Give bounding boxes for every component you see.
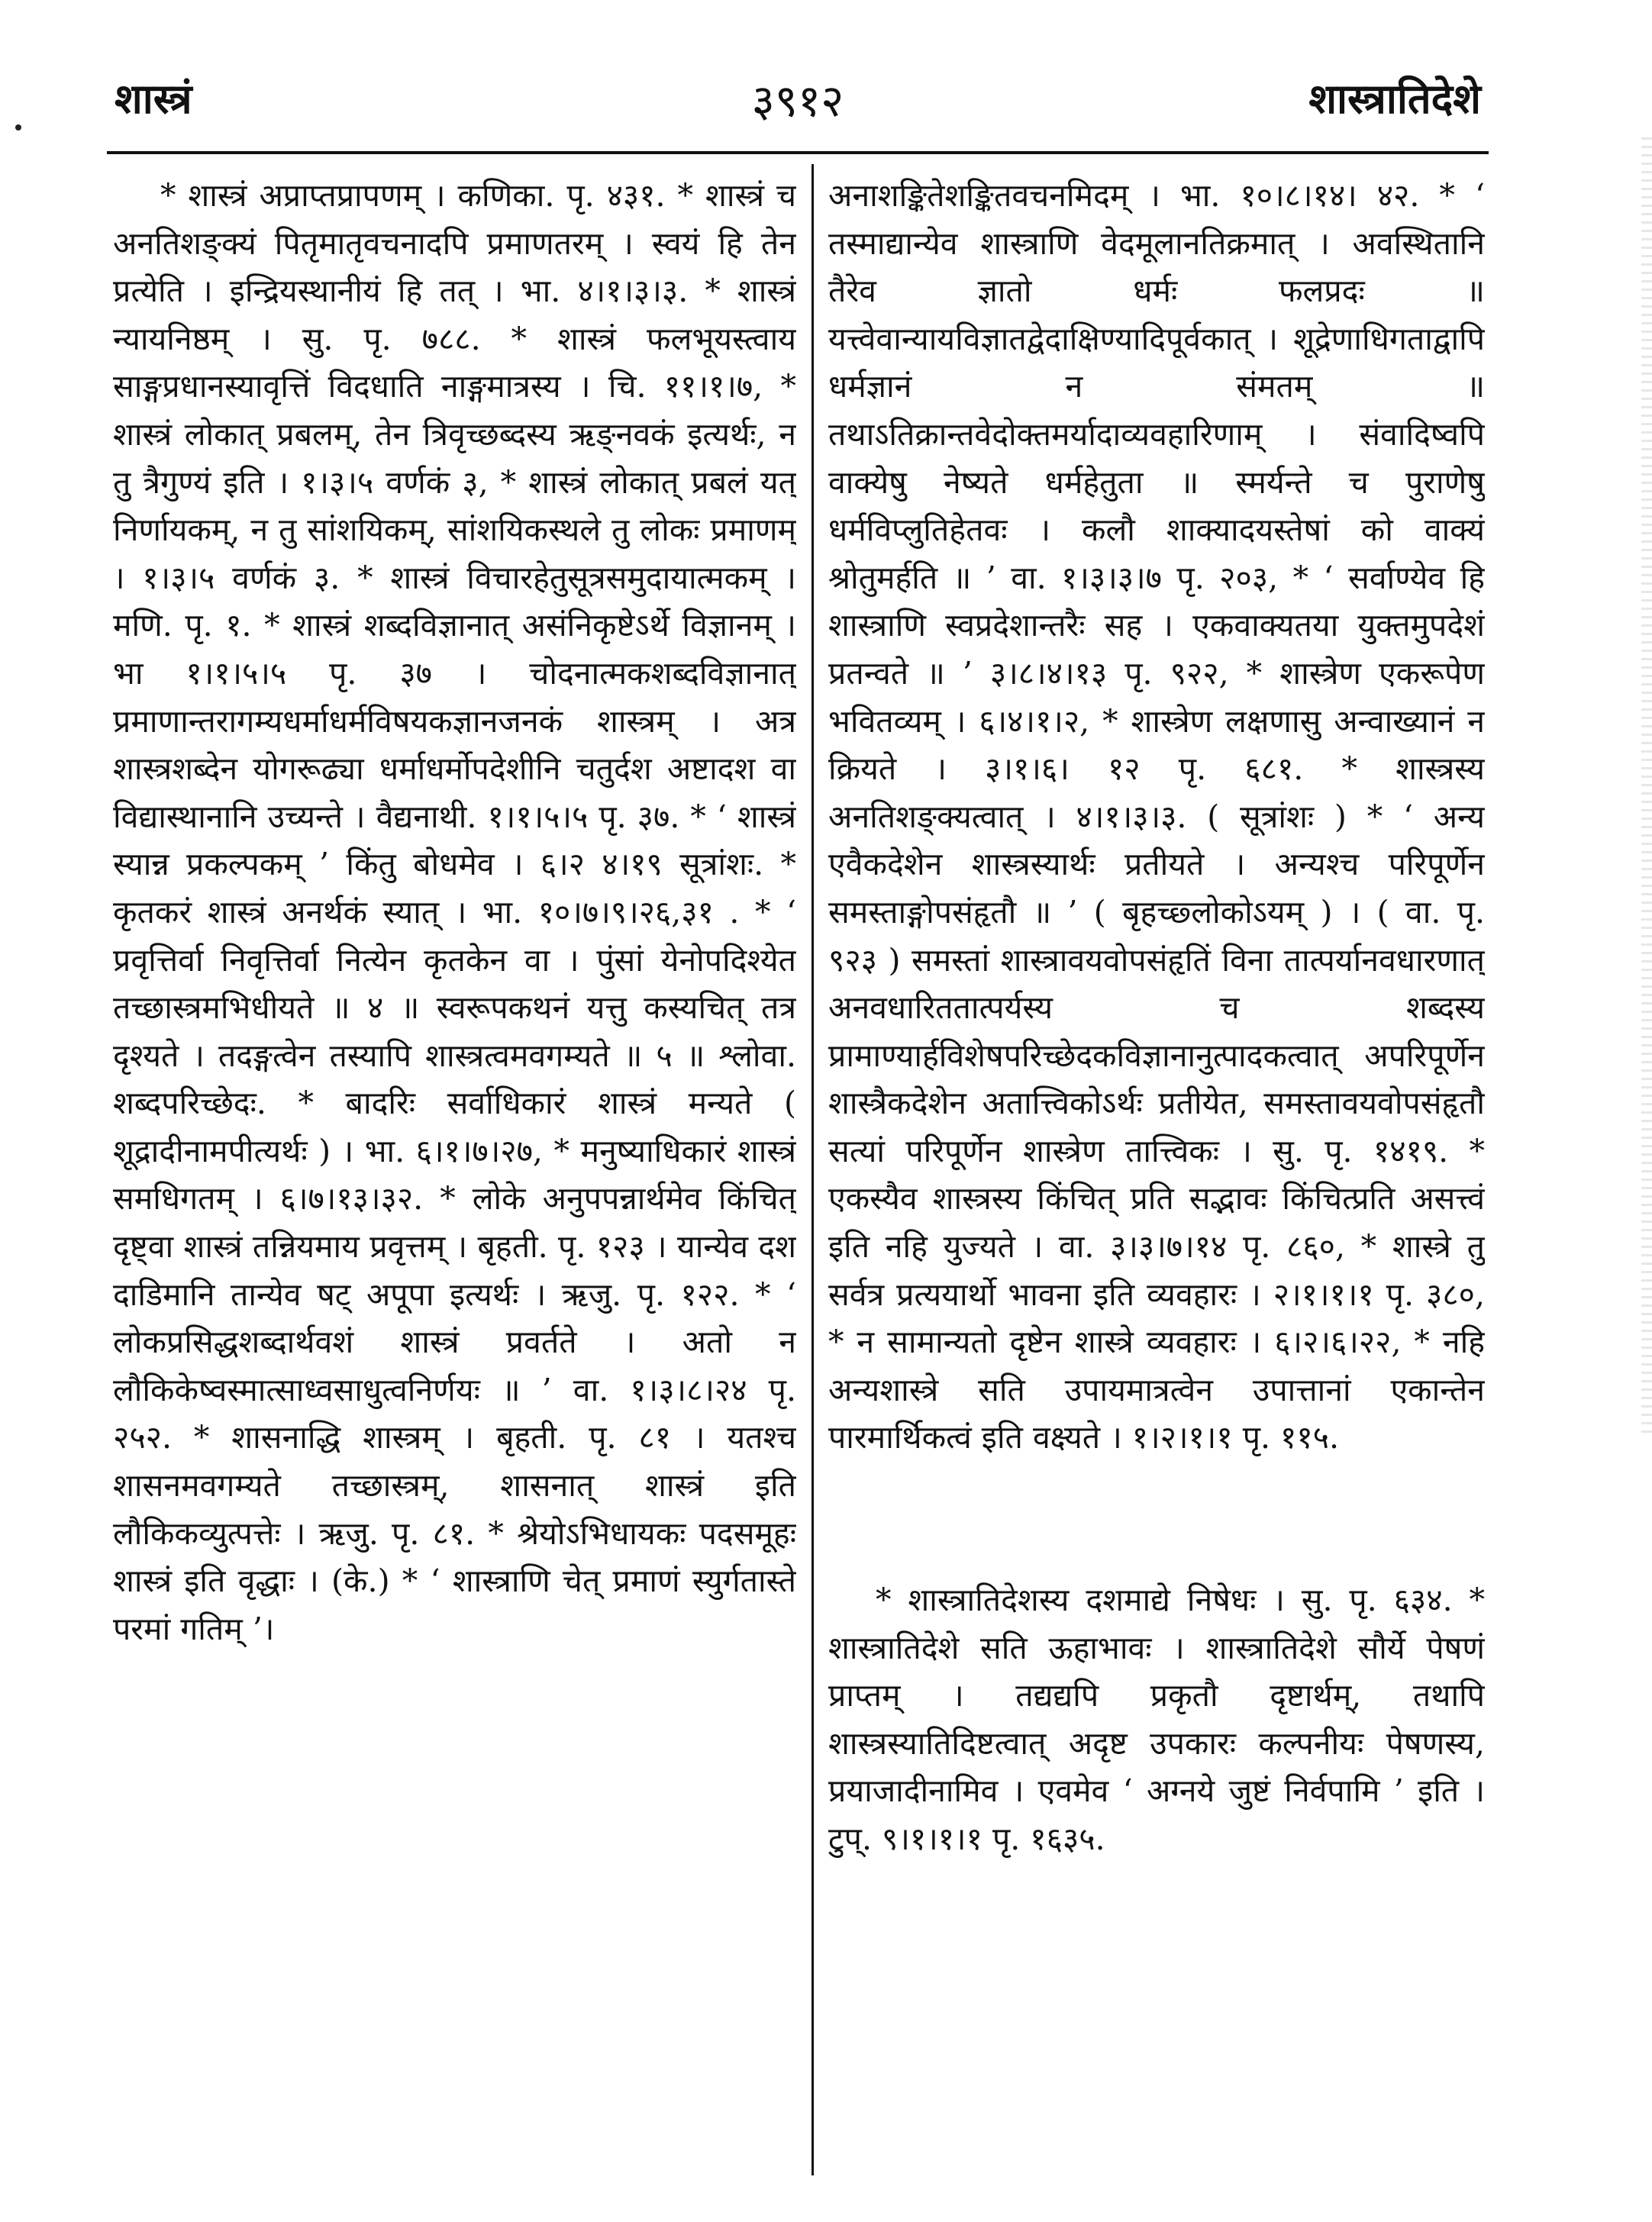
scan-edge-artifact — [1641, 137, 1652, 1435]
left-column-text: * शास्त्रं अप्राप्तप्रापणम् । कणिका. पृ. ४३१. * शास्त्रं च अनतिशङ्क्यं पितृमातृवचनादपि प्रमाणतरम् । स्वयं हि तेन प्रत्येति । इन्द्रियस्थानीयं हि तत् । भा. ४।१।३।३. * शास्त्रं न्यायनिष्ठम् । सु. पृ. ७८८. * शास्त्रं फलभूयस्त्वाय साङ्गप्रधानस्यावृत्तिं विदधाति नाङ्गमात्रस्य । चि. ११।१।७, * शास्त्रं लोकात् प्रबलम्, तेन त्रिवृच्छब्दस्य ऋङ्नवकं इत्यर्थः, न तु त्रैगुण्यं इति । १।३।५ वर्णकं ३, * शास्त्रं लोकात् प्रबलं यत् निर्णायकम्, न तु सांशयिकम्, सांशयिकस्थले तु लोकः प्रमाणम् । १।३।५ वर्णकं ३. * शास्त्रं विचारहेतुसूत्रसमुदायात्मकम् । मणि. पृ. १. * शास्त्रं शब्दविज्ञानात् असंनिकृष्टेऽर्थे विज्ञानम् । भा १।१।५।५ पृ. ३७ । चोदनात्मकशब्दविज्ञानात् प्रमाणान्तरागम्यधर्माधर्मविषयकज्ञानजनकं शास्त्रम् । अत्र शास्त्रशब्देन योगरूढ्या धर्माधर्मोपदेशीनि चतुर्दश अष्टादश वा विद्यास्थानानि उच्यन्ते । वैद्यनाथी. १।१।५।५ पृ. ३७. * ‘ शास्त्रं स्यान्न प्रकल्पकम् ’ किंतु बोधमेव । ६।२ ४।१९ सूत्रांशः. * कृतकरं शास्त्रं अनर्थकं स्यात् । भा. १०।७।९।२६,३१ . * ‘ प्रवृत्तिर्वा निवृत्तिर्वा नित्येन कृतकेन वा । पुंसां येनोपदिश्येत तच्छास्त्रमभिधीयते ॥ ४ ॥ स्वरूपकथनं यत्तु कस्यचित् तत्र दृश्यते । तदङ्गत्वेन तस्यापि शास्त्रत्वमवगम्यते ॥ ५ ॥ श्लोवा. शब्दपरिच्छेदः. * बादरिः सर्वाधिकारं शास्त्रं मन्यते ( शूद्रादीनामपीत्यर्थः ) । भा. ६।१।७।२७, * मनुष्याधिकारं शास्त्रं समधिगतम् । ६।७।१३।३२. * लोके अनुपपन्नार्थमेव किंचित् दृष्ट्वा शास्त्रं तन्नियमाय प्रवृत्तम् । बृहती. पृ. १२३ । यान्येव दश दाडिमानि तान्येव षट् अपूपा इत्यर्थः । ऋजु. पृ. १२२. * ‘ लोकप्रसिद्धशब्दार्थवशं शास्त्रं प्रवर्तते । अतो न लौकिकेष्वस्मात्साध्वसाधुत्वनिर्णयः ॥ ’ वा. १।३।८।२४ पृ. २५२. * शासनाद्धि शास्त्रम् । बृहती. पृ. ८१ । यतश्च शासनमवगम्यते तच्छास्त्रम्, शासनात् शास्त्रं इति लौकिकव्युत्पत्तेः । ऋजु. पृ. ८१. * श्रेयोऽभिधायकः पदसमूहः शास्त्रं इति वृद्धाः । (के.) * ‘ शास्त्राणि चेत् प्रमाणं स्युर्गतास्ते परमां गतिम् ’। — [113, 177, 796, 1647]
right-column-text-1: अनाशङ्कितेशङ्कितवचनमिदम् । भा. १०।८।१४। ४२. * ‘ तस्माद्यान्येव शास्त्राणि वेदमूलानतिक्रमात् । अवस्थितानि तैरेव ज्ञातो धर्मः फलप्रदः ॥ यत्त्वेवान्यायविज्ञातद्वेदाक्षिण्यादिपूर्वकात् । शूद्रेणाधिगताद्वापि धर्मज्ञानं न संमतम् ॥ तथाऽतिक्रान्तवेदोक्तमर्यादाव्यवहारिणाम् । संवादिष्वपि वाक्येषु नेष्यते धर्महेतुता ॥ स्मर्यन्ते च पुराणेषु धर्मविप्लुतिहेतवः । कलौ शाक्यादयस्तेषां को वाक्यं श्रोतुमर्हति ॥ ’ वा. १।३।३।७ पृ. २०३, * ‘ सर्वाण्येव हि शास्त्राणि स्वप्रदेशान्तरैः सह । एकवाक्यतया युक्तमुपदेशं प्रतन्वते ॥ ’ ३।८।४।१३ पृ. ९२२, * शास्त्रेण एकरूपेण भवितव्यम् । ६।४।१।२, * शास्त्रेण लक्षणासु अन्वाख्यानं न क्रियते । ३।१।६। १२ पृ. ६८१. * शास्त्रस्य अनतिशङ्क्यत्वात् । ४।१।३।३. ( सूत्रांशः ) * ‘ अन्य एवैकदेशेन शास्त्रस्यार्थः प्रतीयते । अन्यश्च परिपूर्णेन समस्ताङ्गोपसंहृतौ ॥ ’ ( बृहच्छ्लोकोऽयम् ) । ( वा. पृ. ९२३ ) समस्तां शास्त्रावयवोपसंहृतिं विना तात्पर्यानवधारणात् अनवधारिततात्पर्यस्य च शब्दस्य प्रामाण्यार्हविशेषपरिच्छेदकविज्ञानानुत्पादकत्वात् अपरिपूर्णेन शास्त्रैकदेशेन अतात्त्विकोऽर्थः प्रतीयेत, समस्तावयवोपसंहृतौ सत्यां परिपूर्णेन शास्त्रेण तात्त्विकः । सु. पृ. १४१९. * एकस्यैव शास्त्रस्य किंचित् प्रति सद्भावः किंचित्प्रति असत्त्वं इति नहि युज्यते । वा. ३।३।७।१४ पृ. ८६०, * शास्त्रे तु सर्वत्र प्रत्ययार्थो भावना इति व्यवहारः । २।१।१।१ पृ. ३८०, * न सामान्यतो दृष्टेन शास्त्रे व्यवहारः । ६।२।६।२२, * नहि अन्यशास्त्रे सति उपायमात्रत्वेन उपात्तानां एकान्तेन पारमार्थिकत्वं इति वक्ष्यते । १।२।१।१ पृ. ११५. — [828, 177, 1485, 1456]
left-column — [113, 172, 796, 2156]
page-number: ३९१२ — [751, 75, 844, 127]
running-head-left: शास्त्रं — [115, 74, 192, 123]
column-divider — [811, 164, 814, 2175]
header-rule — [107, 151, 1489, 154]
margin-dot — [15, 124, 21, 131]
right-column-text-2: * शास्त्रातिदेशस्य दशमाद्ये निषेधः । सु. पृ. ६३४. * शास्त्रातिदेशे सति ऊहाभावः । शास्त्रातिदेशे सौर्ये पेषणं प्राप्तम् । तद्यद्यपि प्रकृतौ दृष्टार्थम्, तथापि शास्त्रस्यातिदिष्टत्वात् अदृष्ट उपकारः कल्पनीयः पेषणस्य, प्रयाजादीनामिव । एवमेव ‘ अग्नये जुष्टं निर्वपामि ’ इति । टुप्. ९।१।१।१ पृ. १६३५. — [828, 1582, 1485, 1857]
running-head-right: शास्त्रातिदेशे — [1308, 74, 1481, 123]
right-column — [828, 172, 1485, 2156]
page-header — [115, 69, 1481, 137]
